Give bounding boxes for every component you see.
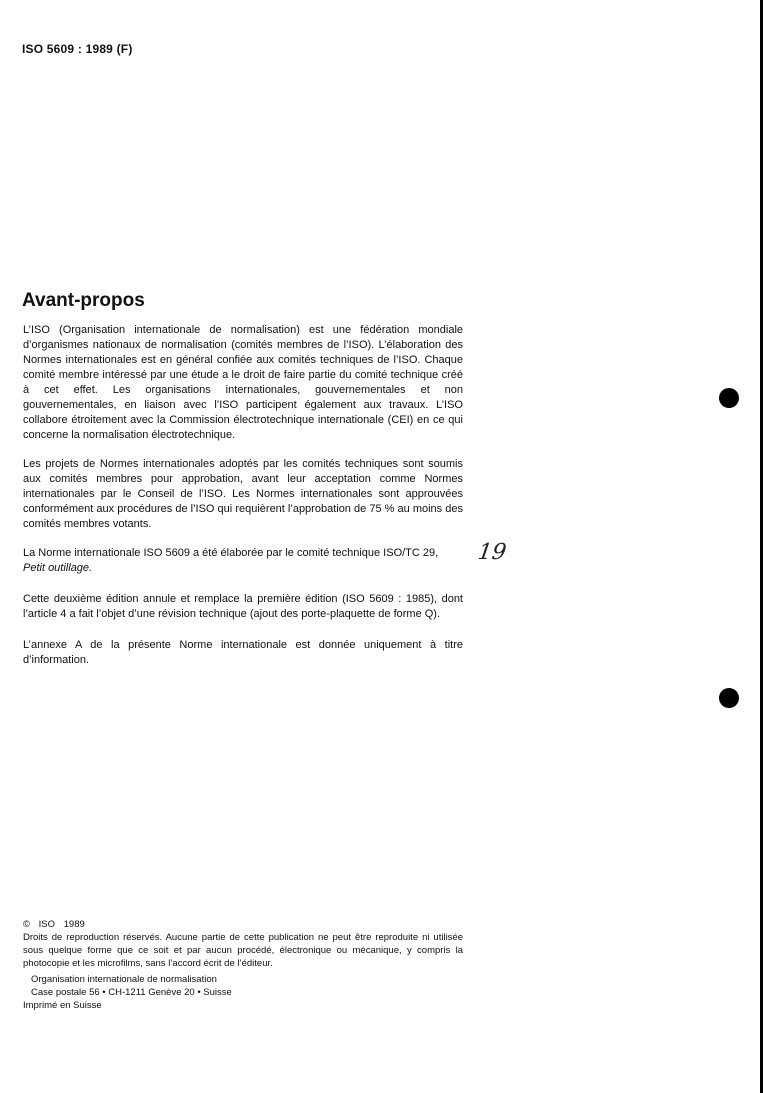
rights-notice: Droits de reproduction réservés. Aucune partie de cette publication ne peut être reproduite ni utilisée sous quelque forme que ce soit et par aucun procédé, électronique ou mécanique, y compris la photocopie et les microfilms, sans l’accord écrit de l’éditeur. xyxy=(23,932,463,969)
handwritten-annotation: 19 xyxy=(476,540,508,565)
committee-name: Petit outillage. xyxy=(23,562,93,574)
punch-hole xyxy=(719,688,739,708)
paragraph-iso-intro: L’ISO (Organisation internationale de normalisation) est une fédération mondiale d’organismes nationaux de normalisation (comités membres de l’ISO). L’élaboration des Normes internationales est en général confiée aux comités techniques de l’ISO. Chaque comité membre intéressé par une étude a le droit de faire partie du comité technique créé à cet effet. Les organisations internationales, gouvernementales et non gouvernementales, en liaison avec l’ISO participent également aux travaux. L’ISO collabore étroitement avec la Commission électrotechnique internationale (CEI) en ce qui concerne la normalisation électrotechnique. xyxy=(23,324,463,441)
paragraph-committee xyxy=(23,546,463,576)
copyright-line: © ISO 1989 xyxy=(23,919,85,930)
document-id: ISO 5609 : 1989 (F) xyxy=(22,42,133,56)
paragraph-approval: Les projets de Normes internationales adoptés par les comités techniques sont soumis aux comités membres pour approbation, avant leur acceptation comme Normes internationales par le Conseil de l’ISO. Les Normes internationales sont approuvées conformément aux procédures de l’ISO qui requièrent l’approbation de 75 % au moins des comités membres votants. xyxy=(23,458,463,530)
paragraph-edition: Cette deuxième édition annule et remplace la première édition (ISO 5609 : 1985), dont l’article 4 a fait l’objet d’une révision technique (ajout des porte-plaquette de forme Q). xyxy=(23,593,463,620)
committee-sentence: La Norme internationale ISO 5609 a été élaborée par le comité technique ISO/TC 29, xyxy=(23,547,439,559)
paragraph-annex: L’annexe A de la présente Norme internationale est donnée uniquement à titre d’information. xyxy=(23,639,463,666)
organization-address: Case postale 56 • CH-1211 Genève 20 • Suisse xyxy=(31,987,232,998)
page-title: Avant-propos xyxy=(22,290,145,311)
punch-hole xyxy=(719,388,739,408)
printed-in: Imprimé en Suisse xyxy=(23,1000,102,1011)
footer xyxy=(23,918,463,1012)
organization-name: Organisation internationale de normalisation xyxy=(31,974,217,985)
